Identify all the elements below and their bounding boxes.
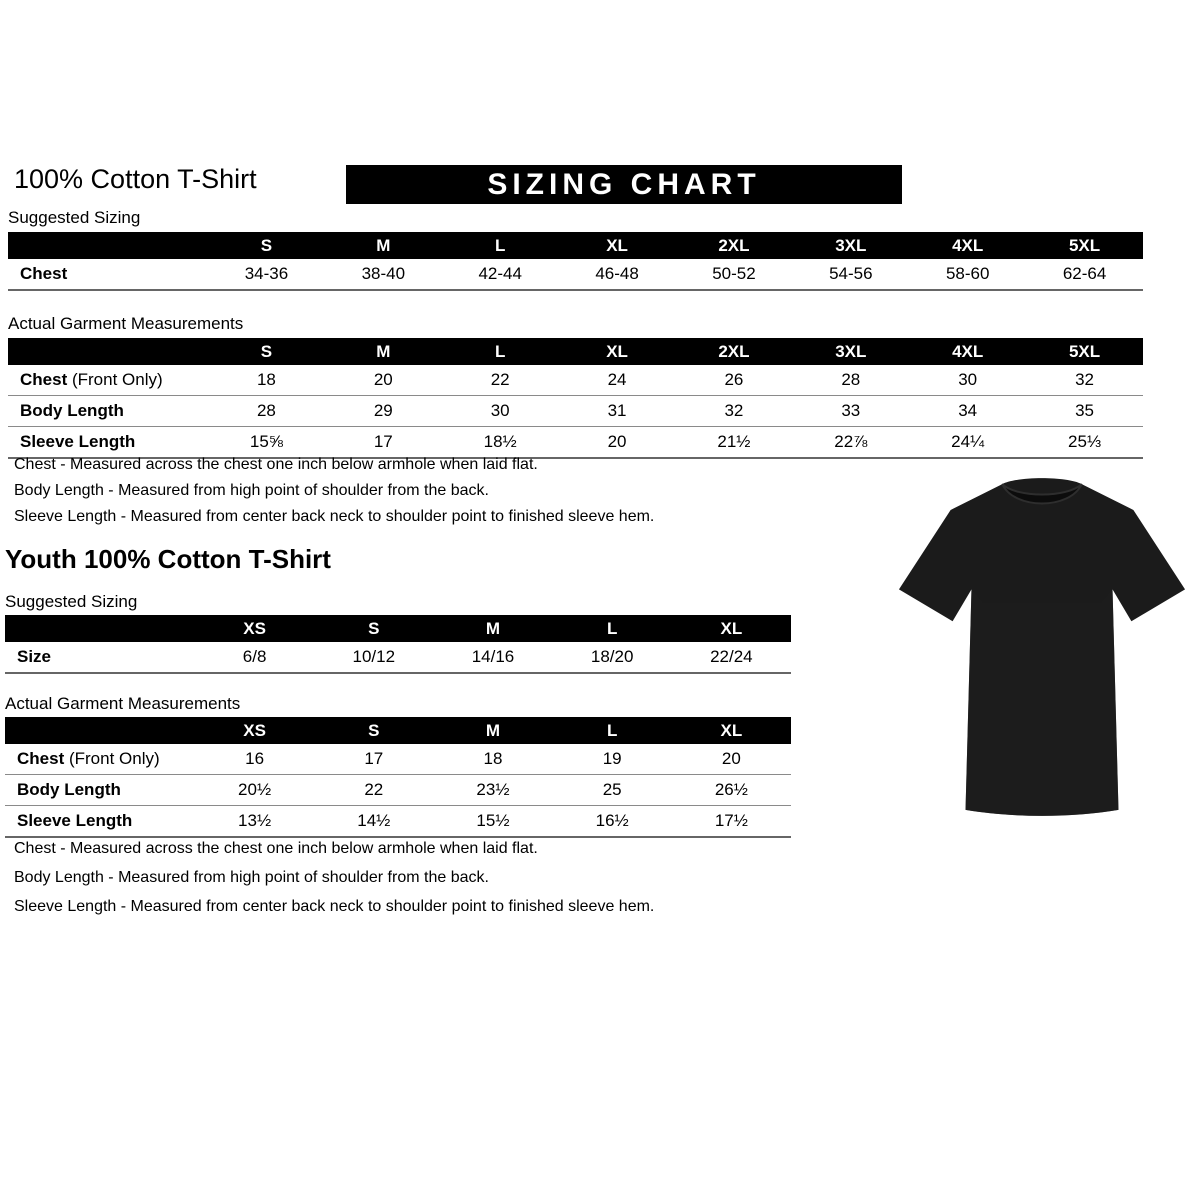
cell: 32 (676, 396, 793, 427)
header-row (8, 338, 1143, 365)
cell: 28 (792, 365, 909, 396)
row-label (8, 396, 208, 427)
cell: 19 (553, 744, 672, 775)
cell: 23½ (433, 775, 552, 806)
cell: 15½ (433, 806, 552, 838)
cell: 30 (442, 396, 559, 427)
size-header: XL (672, 615, 791, 642)
note-line: Chest - Measured across the chest one inch below armhole when laid flat. (14, 456, 538, 473)
size-header: 3XL (792, 338, 909, 365)
table-row (5, 744, 791, 775)
row-label (5, 642, 195, 673)
cell: 20½ (195, 775, 314, 806)
cell: 10/12 (314, 642, 433, 673)
note-line: Body Length - Measured from high point of shoulder from the back. (14, 869, 489, 886)
cell: 31 (559, 396, 676, 427)
youth-suggested-label: Suggested Sizing (5, 592, 138, 611)
cell: 15⅝ (208, 427, 325, 459)
size-header: 2XL (676, 232, 793, 259)
cell: 54-56 (792, 259, 909, 290)
cell: 38-40 (325, 259, 442, 290)
table-row (8, 427, 1143, 459)
cell: 18 (433, 744, 552, 775)
cell: 25 (553, 775, 672, 806)
note-line: Body Length - Measured from high point of shoulder from the back. (14, 482, 489, 499)
cell: 22 (442, 365, 559, 396)
row-label-text: Sleeve Length (20, 432, 136, 451)
cell: 26 (676, 365, 793, 396)
cell: 50-52 (676, 259, 793, 290)
cell: 26½ (672, 775, 791, 806)
size-header: S (208, 232, 325, 259)
size-header: 4XL (909, 232, 1026, 259)
size-header: M (433, 615, 552, 642)
cell: 46-48 (559, 259, 676, 290)
adult-suggested-table (8, 232, 1143, 291)
note-line: Sleeve Length - Measured from center back neck to shoulder point to finished sleeve hem. (14, 898, 655, 915)
size-header: XL (559, 232, 676, 259)
table-row (5, 775, 791, 806)
table-row (8, 259, 1143, 290)
size-header: M (433, 717, 552, 744)
table-row (8, 365, 1143, 396)
youth-title: Youth 100% Cotton T-Shirt (5, 544, 331, 574)
cell: 24 (559, 365, 676, 396)
cell: 14½ (314, 806, 433, 838)
cell: 22/24 (672, 642, 791, 673)
cell: 18 (208, 365, 325, 396)
cell: 18/20 (553, 642, 672, 673)
cell: 33 (792, 396, 909, 427)
row-label-text: Chest (20, 264, 68, 283)
cell: 16 (195, 744, 314, 775)
cell: 29 (325, 396, 442, 427)
youth-suggested-table (5, 615, 791, 674)
row-label-text: Sleeve Length (17, 811, 133, 830)
size-header: 3XL (792, 232, 909, 259)
cell: 22 (314, 775, 433, 806)
size-header: 5XL (1026, 338, 1143, 365)
cell: 16½ (553, 806, 672, 838)
row-label-suffix: (Front Only) (64, 749, 160, 768)
size-header: L (442, 338, 559, 365)
row-label (5, 744, 195, 775)
cell: 17½ (672, 806, 791, 838)
row-label (8, 427, 208, 459)
adult-measurement-notes (14, 456, 654, 534)
cell: 25⅓ (1026, 427, 1143, 459)
cell: 30 (909, 365, 1026, 396)
cell: 42-44 (442, 259, 559, 290)
cell: 20 (325, 365, 442, 396)
cell: 34 (909, 396, 1026, 427)
size-header: XL (672, 717, 791, 744)
cell: 32 (1026, 365, 1143, 396)
cell: 24¼ (909, 427, 1026, 459)
cell: 20 (672, 744, 791, 775)
youth-garment-label: Actual Garment Measurements (5, 694, 241, 713)
cell: 14/16 (433, 642, 552, 673)
size-header: S (208, 338, 325, 365)
header-spacer (5, 615, 195, 642)
row-label (5, 806, 195, 838)
size-header: L (553, 615, 672, 642)
header-row (8, 232, 1143, 259)
adult-garment-table (8, 338, 1143, 459)
note-line: Chest - Measured across the chest one inch below armhole when laid flat. (14, 840, 538, 857)
cell: 20 (559, 427, 676, 459)
size-header: L (442, 232, 559, 259)
cell: 18½ (442, 427, 559, 459)
youth-garment-table (5, 717, 791, 838)
size-header: 2XL (676, 338, 793, 365)
table-row (5, 642, 791, 673)
row-label-text: Size (17, 647, 52, 666)
size-header: XS (195, 615, 314, 642)
header-row (5, 717, 791, 744)
youth-measurement-notes (14, 840, 654, 927)
row-label-text: Chest (17, 749, 65, 768)
header-spacer (8, 232, 208, 259)
sizing-chart-banner: SIZING CHART (346, 165, 902, 204)
row-label (8, 365, 208, 396)
size-header: XS (195, 717, 314, 744)
size-header: 5XL (1026, 232, 1143, 259)
row-label (5, 775, 195, 806)
tshirt-image (893, 468, 1191, 832)
cell: 13½ (195, 806, 314, 838)
row-label (8, 259, 208, 290)
size-header: S (314, 615, 433, 642)
cell: 58-60 (909, 259, 1026, 290)
table-row (5, 806, 791, 838)
adult-garment-label: Actual Garment Measurements (8, 314, 244, 333)
cell: 6/8 (195, 642, 314, 673)
row-label-text: Body Length (20, 401, 124, 420)
page-title: 100% Cotton T-Shirt (14, 164, 257, 194)
cell: 62-64 (1026, 259, 1143, 290)
cell: 17 (314, 744, 433, 775)
header-row (5, 615, 791, 642)
table-row (8, 396, 1143, 427)
row-label-suffix: (Front Only) (67, 370, 163, 389)
header-spacer (5, 717, 195, 744)
tshirt-icon (893, 468, 1191, 832)
cell: 17 (325, 427, 442, 459)
cell: 21½ (676, 427, 793, 459)
size-header: L (553, 717, 672, 744)
cell: 22⅞ (792, 427, 909, 459)
note-line: Sleeve Length - Measured from center back neck to shoulder point to finished sleeve hem. (14, 508, 655, 525)
size-header: M (325, 232, 442, 259)
cell: 34-36 (208, 259, 325, 290)
row-label-text: Body Length (17, 780, 121, 799)
size-header: XL (559, 338, 676, 365)
adult-suggested-label: Suggested Sizing (8, 208, 141, 227)
cell: 35 (1026, 396, 1143, 427)
size-header: 4XL (909, 338, 1026, 365)
size-header: S (314, 717, 433, 744)
row-label-text: Chest (20, 370, 68, 389)
size-header: M (325, 338, 442, 365)
cell: 28 (208, 396, 325, 427)
header-spacer (8, 338, 208, 365)
